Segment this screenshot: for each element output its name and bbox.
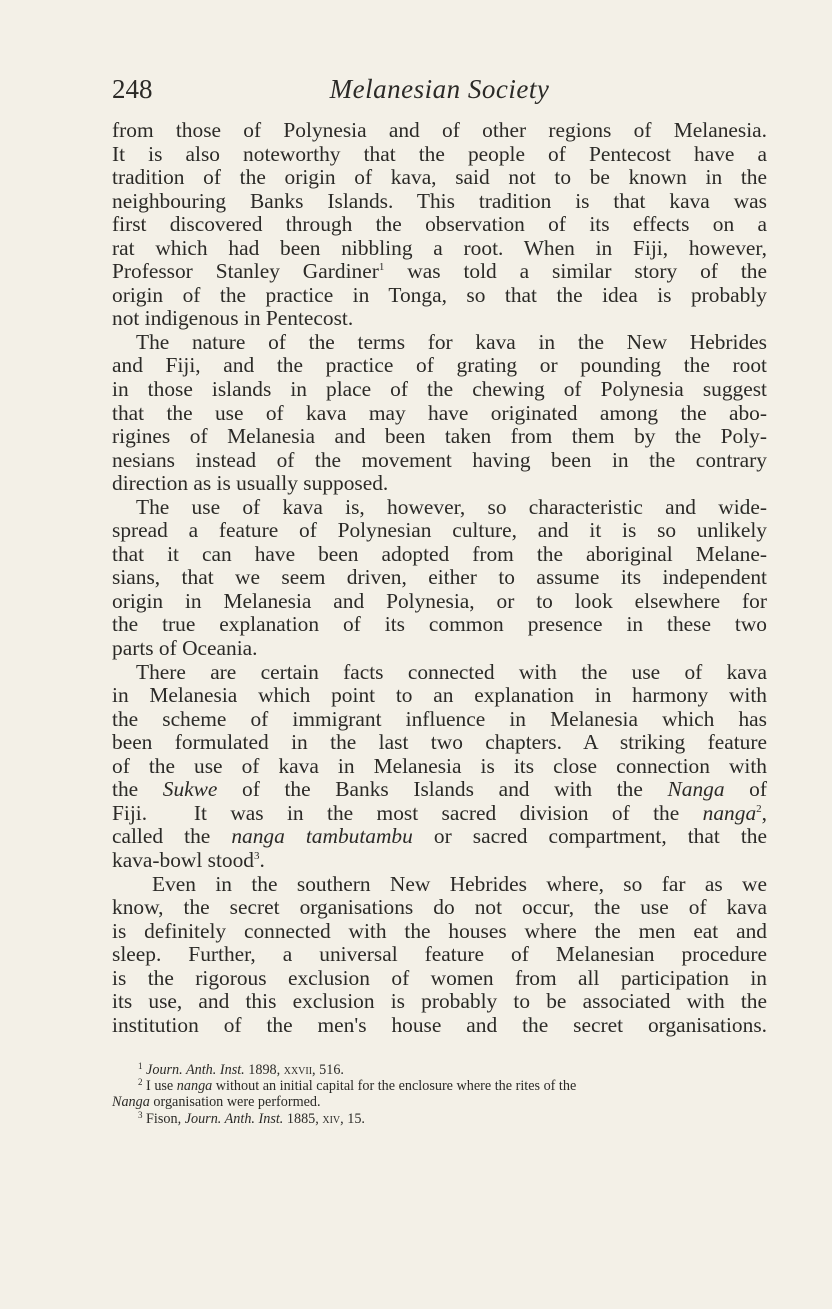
footnote-2: [112, 1078, 767, 1094]
text-line: origin in Melanesia and Polynesia, or to look elsewhere for: [112, 588, 767, 613]
text-line: There are certain facts connected with the use of kava: [136, 659, 767, 684]
text-line: first discovered through the observation of its effects on a: [112, 212, 767, 237]
text-segment: called the: [112, 824, 232, 849]
text-line: in Melanesia which point to an explanation in harmony with: [112, 683, 767, 708]
text-line: The use of kava is, however, so characteristic and wide-: [136, 494, 767, 519]
footnote-ref-2: 2: [756, 802, 762, 815]
journal-title: Journ. Anth. Inst.: [146, 1062, 245, 1078]
text-segment: ,: [761, 800, 767, 825]
text-segment: Professor Stanley Gardiner: [112, 259, 379, 284]
text-segment: Fiji. It was in the most sacred division of the: [112, 800, 703, 825]
text-line: The nature of the terms for kava in the New Hebrides: [136, 329, 767, 354]
body-text: [112, 119, 767, 1037]
text-line: its use, and this exclusion is probably to be associated with the: [112, 989, 767, 1014]
page-number: 248: [112, 74, 153, 104]
text-line: that the use of kava may have originated among the abo-: [112, 400, 767, 425]
term-nanga: nanga: [702, 800, 757, 825]
text-segment: kava-bowl stood: [112, 847, 254, 872]
text-line: institution of the men's house and the secret organisations.: [112, 1012, 767, 1037]
text-line: is definitely connected with the houses where the men eat and: [112, 918, 767, 943]
footnote-mark: 2: [138, 1077, 143, 1088]
text-segment: I use: [142, 1078, 177, 1095]
citation-detail: 1885, xiv, 15.: [283, 1110, 365, 1127]
text-line: of the use of kava in Melanesia is its close connection with: [112, 753, 767, 778]
text-line: and Fiji, and the practice of grating or pounding the root: [112, 353, 767, 378]
text-line: [112, 778, 767, 802]
text-line: the true explanation of its common presence in these two: [112, 612, 767, 637]
footnotes: [112, 1062, 767, 1127]
term-nanga: Nanga: [667, 777, 725, 802]
text-line: neighbouring Banks Islands. This tradition is that kava was: [112, 188, 767, 213]
text-segment: Fison,: [142, 1110, 185, 1127]
footnote-ref-1: 1: [378, 261, 385, 274]
text-line: know, the secret organisations do not occur, the use of kava: [112, 895, 767, 920]
text-segment: the: [112, 777, 163, 802]
text-line: origin of the practice in Tonga, so that the idea is probably: [112, 282, 767, 307]
citation-detail: 1898, xxvii, 516.: [244, 1062, 344, 1078]
term-nanga: Nanga: [112, 1094, 150, 1111]
text-line: rat which had been nibbling a root. When in Fiji, however,: [112, 235, 767, 260]
text-line: rigines of Melanesia and been taken from them by the Poly-: [112, 424, 767, 449]
text-line: Even in the southern New Hebrides where, so far as we: [152, 871, 767, 896]
text-line: the scheme of immigrant influence in Melanesia which has: [112, 706, 767, 731]
text-segment: organisation were performed.: [149, 1094, 321, 1111]
text-line: from those of Polynesia and of other regions of Melanesia.: [112, 118, 767, 142]
text-line: sleep. Further, a universal feature of Melanesian procedure: [112, 942, 767, 967]
text-line: [112, 849, 767, 873]
text-line: not indigenous in Pentecost.: [112, 306, 354, 331]
text-line: parts of Oceania.: [112, 636, 258, 661]
text-segment: without an initial capital for the enclosure where the rites of the: [212, 1078, 577, 1095]
text-line: [112, 825, 767, 849]
term-nanga: nanga: [176, 1078, 213, 1095]
text-line: sians, that we seem driven, either to assume its independent: [112, 565, 767, 590]
text-segment: was told a similar story of the: [384, 259, 767, 284]
footnote-ref-3: 3: [254, 849, 260, 862]
text-line: is the rigorous exclusion of women from all participation in: [112, 965, 767, 990]
text-line: [112, 260, 767, 284]
footnote-mark: 3: [138, 1109, 143, 1120]
text-line: nesians instead of the movement having been in the contrary: [112, 447, 767, 472]
text-segment: of: [724, 777, 768, 802]
text-line: direction as is usually supposed.: [112, 471, 389, 496]
text-segment: or sacred compartment, that the: [412, 824, 767, 849]
footnote-3: [112, 1111, 767, 1127]
journal-title: Journ. Anth. Inst.: [184, 1110, 284, 1127]
footnote-1: [112, 1062, 767, 1078]
footnote-2-cont: [112, 1094, 767, 1110]
text-line: that it can have been adopted from the aboriginal Melane-: [112, 541, 767, 566]
term-sukwe: Sukwe: [162, 777, 218, 802]
term-nanga-tambutambu: nanga tambutambu: [231, 824, 413, 849]
text-segment: of the Banks Islands and with the: [217, 777, 668, 802]
text-line: It is also noteworthy that the people of Pentecost have a: [112, 141, 767, 166]
text-line: been formulated in the last two chapters. A striking feature: [112, 730, 767, 755]
page-header: [112, 70, 767, 110]
footnote-mark: 1: [138, 1061, 143, 1071]
text-line: in those islands in place of the chewing of Polynesia suggest: [112, 377, 767, 402]
running-title: Melanesian Society: [329, 74, 550, 104]
text-segment: .: [259, 847, 265, 872]
text-line: tradition of the origin of kava, said not to be known in the: [112, 165, 767, 190]
text-line: spread a feature of Polynesian culture, and it is so unlikely: [112, 518, 767, 543]
text-line: [112, 802, 767, 826]
